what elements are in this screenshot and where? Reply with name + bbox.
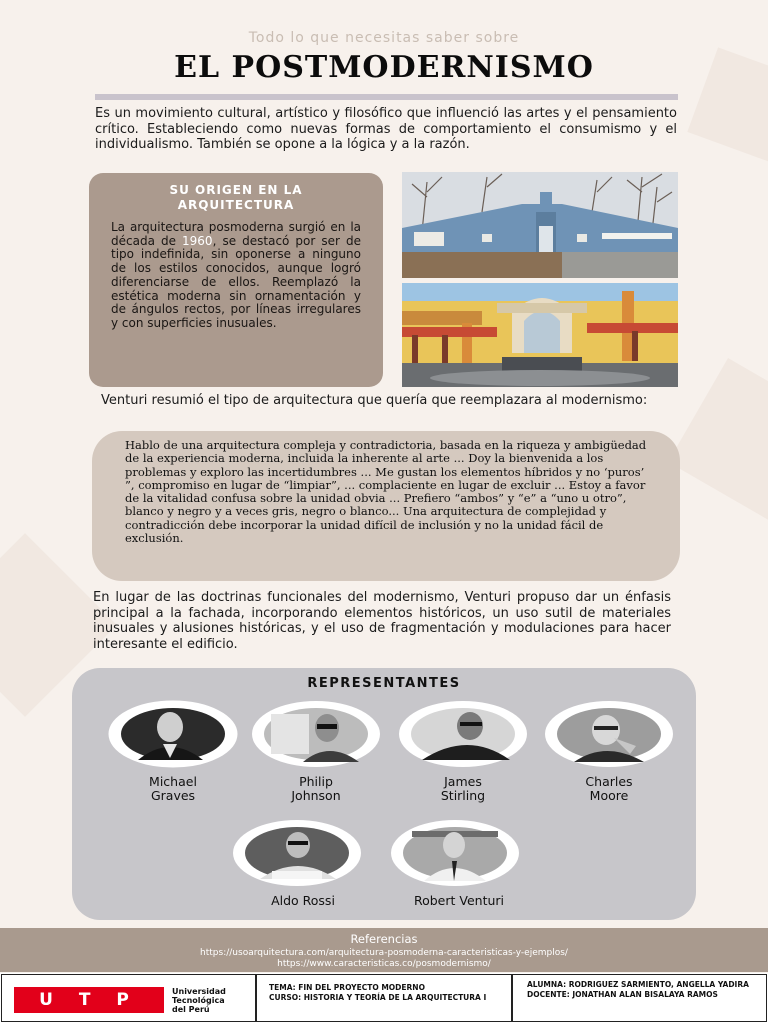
origin-year: 1960 <box>182 233 213 248</box>
references-band <box>0 928 768 972</box>
rep-name-robert-venturi <box>394 894 524 908</box>
rep-name-line2: Johnson <box>291 788 341 803</box>
student-cell <box>512 974 767 1022</box>
origin-title-line1: SU ORIGEN EN LA <box>169 183 303 197</box>
venturi-quote: Hablo de una arquitectura compleja y contradictoria, basada en la riqueza y ambigüedad de la experiencia moderna, incluida la inherente al arte ... Doy la bienvenida a los problemas y exploro las incertidumbres ... Me gustan los elementos híbridos y no ‘puros’ ”, compromiso en lugar de “limpiar”, ... complaciente en lugar de excluir ... Estoy a favor de la vitalidad confusa sobre la unidad obvia ... Prefiero “ambos” y “e” a “uno u otro”, blanco y negro y a veces gris, negro o blanco... Una arquitectura de complejidad y contradicción debe incorporar la unidad difícil de inclusión y no la unidad fácil de exclusión. <box>125 438 647 546</box>
rep-name-line2: Graves <box>150 788 196 803</box>
representatives-panel <box>72 668 696 920</box>
utp-logo <box>14 987 164 1013</box>
background-shape <box>668 358 768 522</box>
origin-text-before: La arquitectura posmoderna surgió en la década de <box>111 220 361 248</box>
rep-name-james-stirling <box>398 775 528 803</box>
rep-name-michael-graves <box>108 775 238 803</box>
quote-card <box>92 431 680 581</box>
curso-text: CURSO: HISTORIA Y TEORÍA DE LA ARQUITECTURA I <box>269 993 487 1002</box>
references-title: Referencias <box>350 932 418 946</box>
course-cell <box>256 974 512 1022</box>
portrait-michael-graves <box>108 700 238 768</box>
building-photo-colorful-plaza <box>402 283 678 387</box>
rep-name-line1: James <box>444 774 482 789</box>
portrait-charles-moore <box>544 700 674 768</box>
reference-link[interactable]: https://www.caracteristicas.co/posmodernismo/ <box>277 959 491 969</box>
title-divider <box>95 94 678 100</box>
origin-title-line2: ARQUITECTURA <box>177 198 295 212</box>
reference-link[interactable]: https://usoarquitectura.com/arquitectura-posmoderna-caracteristicas-y-ejemplos/ <box>200 948 568 958</box>
university-line2: Tecnológica <box>172 996 225 1005</box>
origin-title <box>89 183 383 213</box>
page-title: EL POSTMODERNISMO <box>174 50 594 85</box>
alumna-text: ALUMNA: RODRIGUEZ SARMIENTO, ANGELLA YADIRA <box>527 980 749 989</box>
building-photo-blue-house <box>402 172 678 278</box>
rep-name-line1: Michael <box>149 774 197 789</box>
portrait-philip-johnson <box>251 700 381 768</box>
rep-name-line1: Philip <box>299 774 333 789</box>
page-subtitle: Todo lo que necesitas saber sobre <box>248 30 520 46</box>
university-name <box>172 987 226 1014</box>
origin-text <box>111 221 361 331</box>
rep-name-line1: Robert Venturi <box>413 893 505 908</box>
university-line3: del Perú <box>172 1005 210 1014</box>
origin-text-after: , se destacó por ser de tipo indefinida, sin oponerse a ninguno de los estilos conocidos, aunque logró diferenciarse de ellos. Reemplazó la estética moderna sin ornamentación y de ángulos rectos, por líneas irregulares y con superficies inusuales. <box>111 233 361 330</box>
university-line1: Universidad <box>172 987 226 996</box>
rep-name-philip-johnson <box>251 775 381 803</box>
tema-text: TEMA: FIN DEL PROYECTO MODERNO <box>269 983 425 992</box>
rep-name-line2: Moore <box>589 788 629 803</box>
utp-logo-text: U T P <box>39 990 139 1010</box>
docente-text: DOCENTE: JONATHAN ALAN BISALAYA RAMOS <box>527 990 718 999</box>
rep-name-aldo-rossi <box>238 894 368 908</box>
intro-paragraph: Es un movimiento cultural, artístico y filosófico que influenció las artes y el pensamiento crítico. Estableciendo como nuevas formas de comportamiento el consumismo y el individualismo. También se opone a la lógica y a la razón. <box>95 106 677 152</box>
venturi-intro: Venturi resumió el tipo de arquitectura que quería que reemplazara al modernismo: <box>101 393 648 408</box>
rep-name-line2: Stirling <box>440 788 486 803</box>
rep-name-line1: Charles <box>585 774 633 789</box>
rep-name-charles-moore <box>544 775 674 803</box>
facade-paragraph: En lugar de las doctrinas funcionales del modernismo, Venturi propuso dar un énfasis principal a la fachada, incorporando elementos históricos, un uso sutil de materiales inusuales y alusiones históricas, y el uso de fragmentación y modulaciones para hacer interesante el edificio. <box>93 590 671 652</box>
origin-card <box>89 173 383 387</box>
portrait-james-stirling <box>398 700 528 768</box>
portrait-aldo-rossi <box>232 819 362 887</box>
representatives-title: REPRESENTANTES <box>307 676 461 691</box>
portrait-robert-venturi <box>390 819 520 887</box>
utp-logo-cell <box>1 974 256 1022</box>
rep-name-line1: Aldo Rossi <box>271 893 335 908</box>
footer <box>0 973 768 1024</box>
